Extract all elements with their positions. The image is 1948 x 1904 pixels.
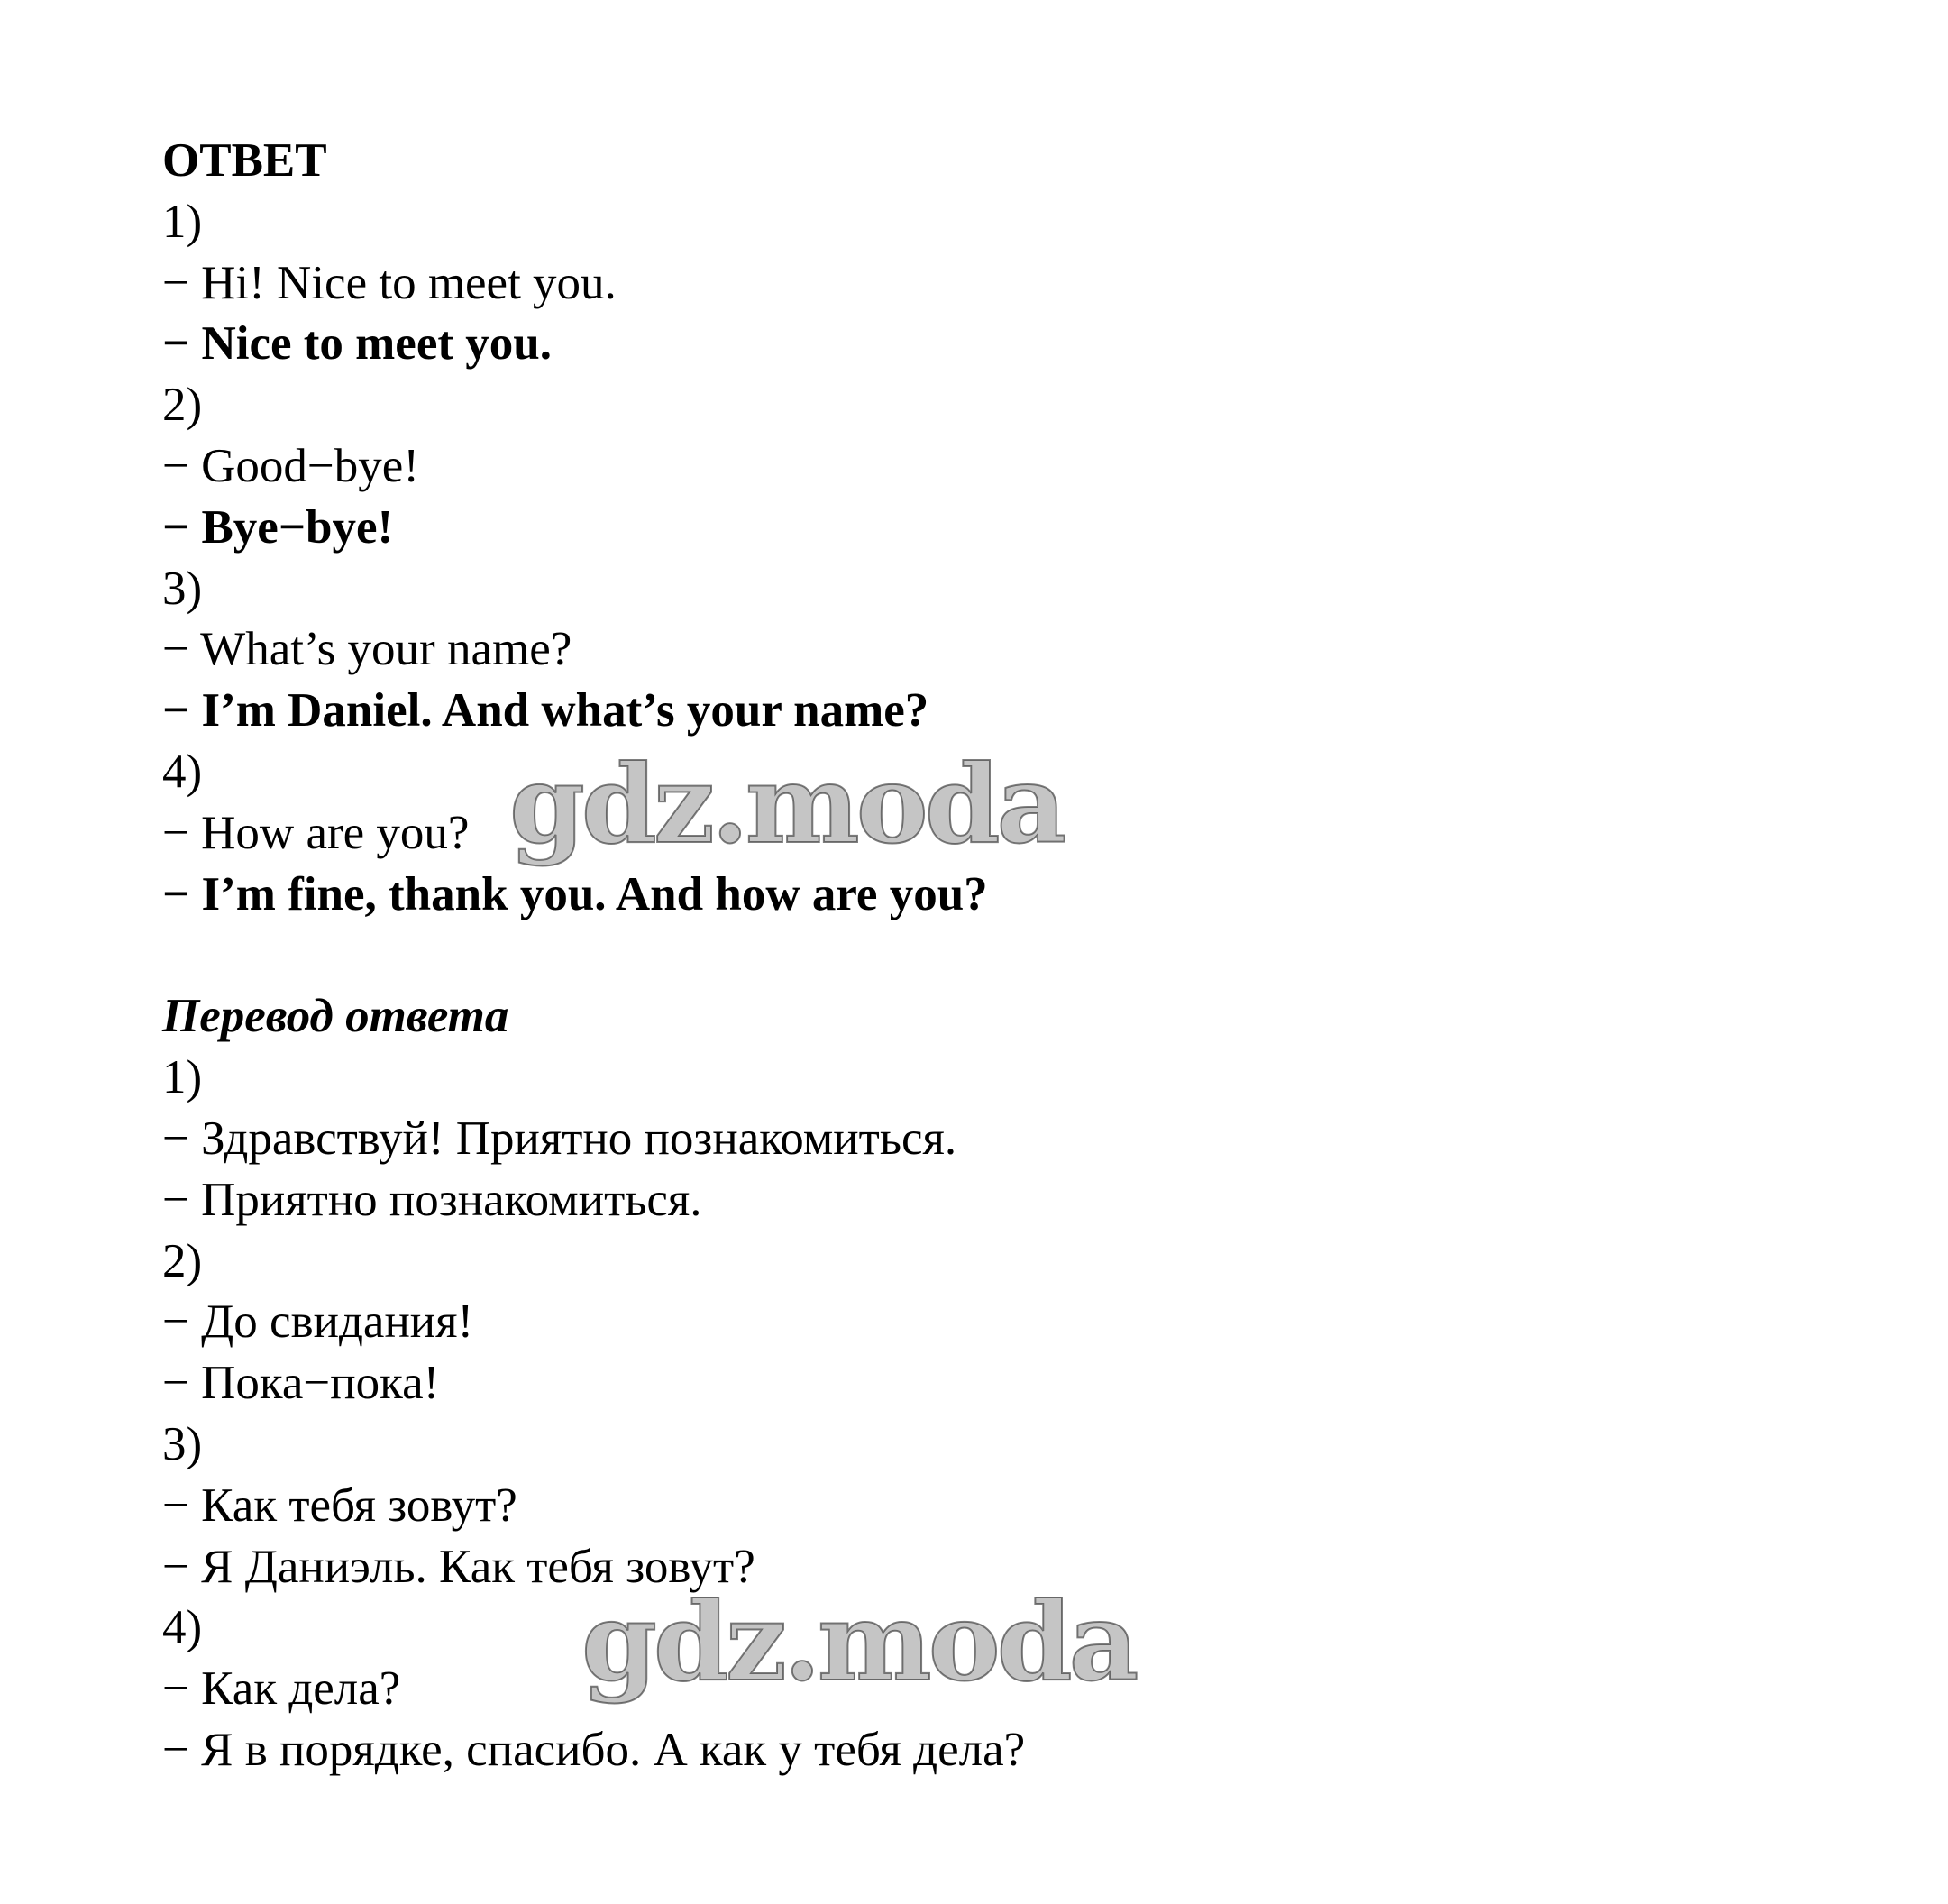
- answer-item-4-question: − How are you?: [162, 806, 470, 859]
- translation-item-3-reply: − Я Даниэль. Как тебя зовут?: [162, 1540, 755, 1593]
- translation-item-2-reply: − Пока−пока!: [162, 1357, 440, 1410]
- document-body: [162, 131, 1875, 1781]
- watermark-logo: gdz.moda: [581, 1579, 1136, 1706]
- answer-item-2-number: 2): [162, 379, 203, 432]
- translation-item-2-number: 2): [162, 1234, 203, 1287]
- answer-item-1-question: − Hi! Nice to meet you.: [162, 256, 617, 309]
- answer-item-1-reply: − Nice to meet you.: [162, 317, 552, 371]
- translation-heading: Перевод ответа: [162, 990, 509, 1043]
- section-gap: [162, 925, 1875, 986]
- answer-item-2-question: − Good−bye!: [162, 439, 419, 492]
- translation-item-2-question: − До свидания!: [162, 1295, 474, 1349]
- answer-item-1-number: 1): [162, 195, 203, 248]
- translation-item-3-question: − Как тебя зовут?: [162, 1478, 517, 1532]
- translation-item-1-question: − Здравствуй! Приятно познакомиться.: [162, 1112, 957, 1165]
- answer-item-4-number: 4): [162, 745, 203, 798]
- translation-item-4-reply: − Я в порядке, спасибо. А как у тебя дела?: [162, 1723, 1026, 1776]
- answer-item-3-reply: − I’m Daniel. And what’s your name?: [162, 684, 929, 737]
- watermark-logo: gdz.moda: [509, 741, 1064, 868]
- translation-item-3-number: 3): [162, 1417, 203, 1470]
- translation-item-4-question: − Как дела?: [162, 1662, 401, 1716]
- translation-item-1-reply: − Приятно познакомиться.: [162, 1173, 702, 1226]
- translation-item-1-number: 1): [162, 1051, 203, 1104]
- answer-heading: ОТВЕТ: [162, 134, 327, 187]
- answer-item-2-reply: − Bye−bye!: [162, 500, 394, 554]
- answer-item-3-question: − What’s your name?: [162, 623, 572, 676]
- answer-item-4-reply: − I’m fine, thank you. And how are you?: [162, 867, 988, 920]
- translation-item-4-number: 4): [162, 1601, 203, 1654]
- answer-item-3-number: 3): [162, 562, 203, 615]
